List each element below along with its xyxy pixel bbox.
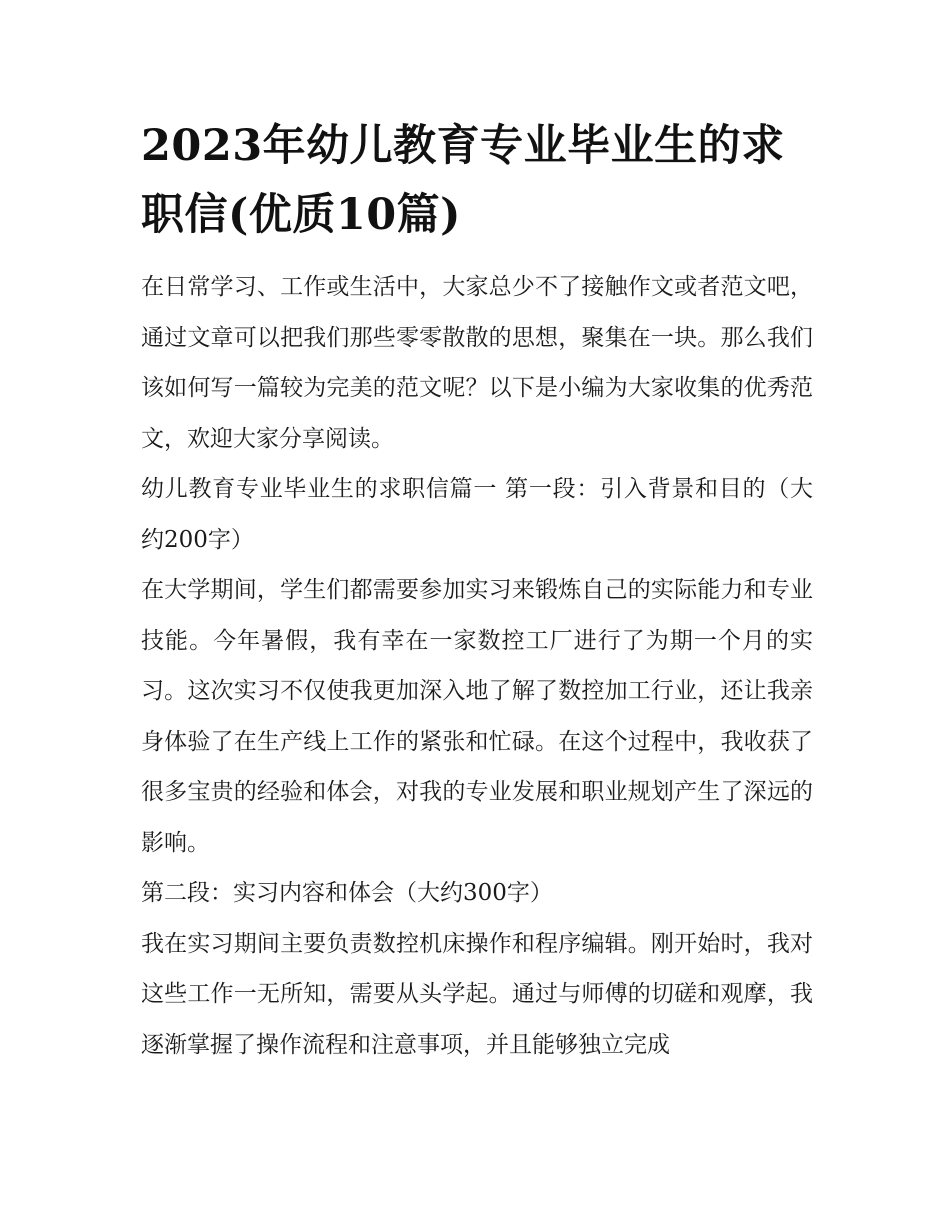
document-body [141,112,813,1070]
body-paragraph-2: 我在实习期间主要负责数控机床操作和程序编辑。刚开始时，我对这些工作一无所知，需要从头学起。通过与师傅的切磋和观摩，我逐渐掌握了操作流程和注意事项，并且能够独立完成 [141,930,813,1058]
section-heading-1: 幼儿教育专业毕业生的求职信篇一 第一段：引入背景和目的（大约200字） [141,476,813,553]
intro-paragraph: 在日常学习、工作或生活中，大家总少不了接触作文或者范文吧，通过文章可以把我们那些零零散散的思想，聚集在一块。那么我们该如何写一篇较为完美的范文呢？以下是小编为大家收集的优秀范文，欢迎大家分享阅读。 [141,274,813,452]
section-heading-2: 第二段：实习内容和体会（大约300字） [141,880,553,906]
body-paragraph-1: 在大学期间，学生们都需要参加实习来锻炼自己的实际能力和专业技能。今年暑假，我有幸在一家数控工厂进行了为期一个月的实习。这次实习不仅使我更加深入地了解了数控加工行业，还让我亲身体验了在生产线上工作的紧张和忙碌。在这个过程中，我收获了很多宝贵的经验和体会，对我的专业发展和职业规划产生了深远的影响。 [141,577,813,856]
document-title: 2023年幼儿教育专业毕业生的求职信(优质10篇) [141,121,785,240]
